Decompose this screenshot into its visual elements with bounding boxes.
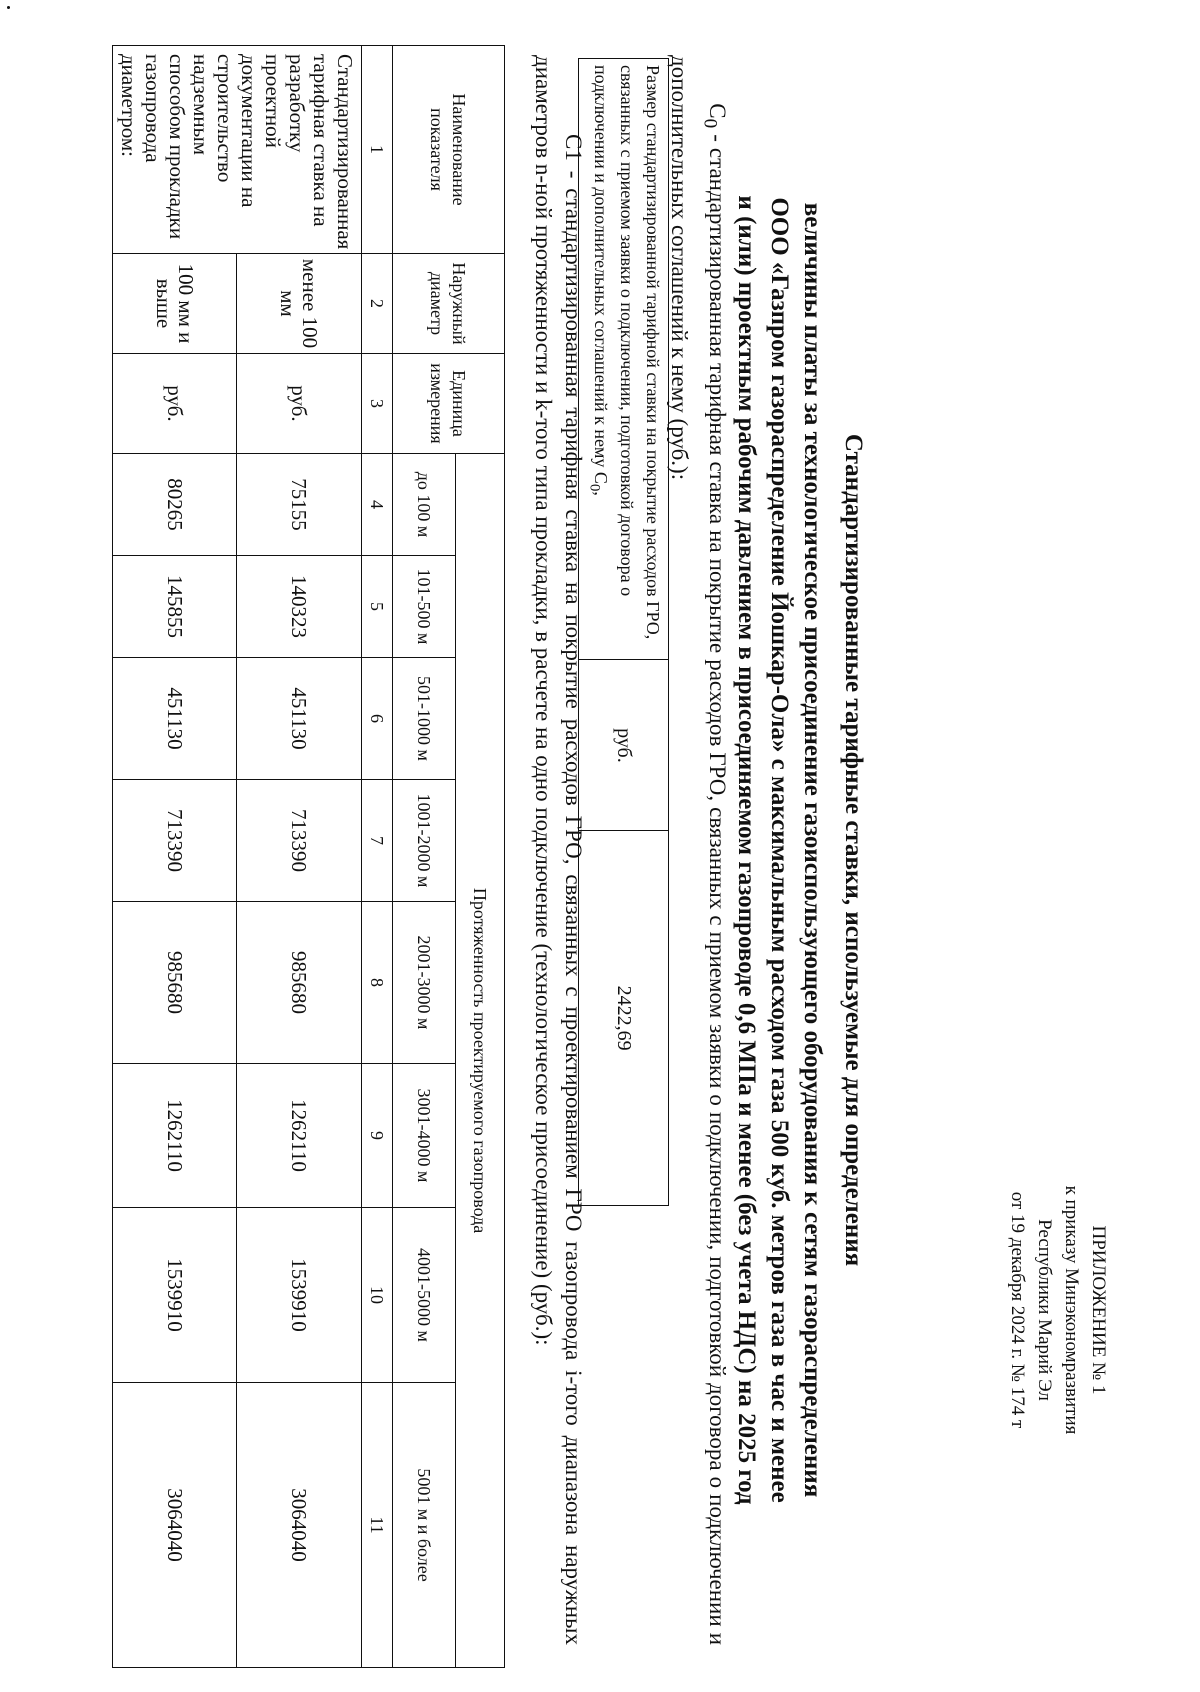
c0-table-row bbox=[579, 59, 669, 1206]
column-number: 3 bbox=[362, 354, 393, 454]
c0-symbol-sub: 0 bbox=[699, 118, 721, 129]
c1-definition bbox=[528, 55, 588, 1645]
table-cell: 80265 bbox=[113, 454, 238, 556]
column-number: 4 bbox=[362, 454, 393, 556]
c1-definition-text: C1 - стандартизированная тарифная ставка на покрытие расходов ГРО, связанных с проектированием ГРО газопровода i-того диапазона наружных диаметров n-ной протяженности и k-того типа прокладки, в расчете на одно подключение (технологическое присоединение) (руб.): bbox=[531, 55, 586, 1646]
c1-table bbox=[112, 45, 505, 1668]
header-length-group: Протяженность проектируемого газопровода bbox=[456, 454, 505, 1668]
column-number: 1 bbox=[362, 46, 393, 254]
c0-definition bbox=[664, 55, 732, 1645]
table-cell: 1262110 bbox=[237, 1064, 362, 1208]
table-cell: 3064040 bbox=[237, 1383, 362, 1668]
header-range: 4001-5000 м bbox=[393, 1208, 456, 1383]
table-cell: 713390 bbox=[237, 780, 362, 902]
table-cell: 145855 bbox=[113, 556, 238, 658]
appendix-stamp bbox=[1004, 1160, 1112, 1460]
table-cell: 985680 bbox=[237, 902, 362, 1064]
column-number: 10 bbox=[362, 1208, 393, 1383]
table-row bbox=[113, 46, 238, 1668]
c0-definition-text: - стандартизированная тарифная ставка на покрытие расходов ГРО, связанных с приемом заявки о подключении, подготовкой договора о подключении и дополнительных соглашений к нему (руб.): bbox=[667, 55, 730, 1645]
header-name: Наименование показателя bbox=[393, 46, 505, 254]
scan-speck bbox=[7, 6, 10, 9]
header-range: 1001-2000 м bbox=[393, 780, 456, 902]
header-range: до 100 м bbox=[393, 454, 456, 556]
row-diameter: менее 100 мм bbox=[237, 254, 362, 354]
header-range: 101-500 м bbox=[393, 556, 456, 658]
column-number-row bbox=[362, 46, 393, 1668]
title-line-4: и (или) проектным рабочим давлением в присоединяемом газопроводе 0,6 МПа и менее (без учета НДС) на 2025 год bbox=[733, 195, 760, 1505]
column-number: 6 bbox=[362, 658, 393, 780]
c0-value: 2422,69 bbox=[579, 831, 669, 1206]
column-number: 8 bbox=[362, 902, 393, 1064]
c0-row-label-sub: 0 bbox=[586, 483, 603, 492]
table-cell: 75155 bbox=[237, 454, 362, 556]
c0-table bbox=[578, 58, 669, 1206]
row-diameter: 100 мм и выше bbox=[113, 254, 238, 354]
c0-unit: руб. bbox=[579, 660, 669, 831]
appendix-line-1: ПРИЛОЖЕНИЕ № 1 bbox=[1088, 1225, 1109, 1395]
table-row bbox=[237, 46, 362, 1668]
table-cell: 451130 bbox=[113, 658, 238, 780]
table-cell: 985680 bbox=[113, 902, 238, 1064]
document-title bbox=[730, 70, 870, 1630]
table-cell: 1539910 bbox=[237, 1208, 362, 1383]
c0-row-label bbox=[579, 59, 669, 660]
header-unit: Единица измерения bbox=[393, 354, 505, 454]
header-range: 501-1000 м bbox=[393, 658, 456, 780]
header-range: 2001-3000 м bbox=[393, 902, 456, 1064]
column-number: 11 bbox=[362, 1383, 393, 1668]
column-number: 7 bbox=[362, 780, 393, 902]
indicator-name: Стандартизированная тарифная ставка на разработку проектной документации на строительство надземным способом прокладки газопровода диаметром: bbox=[113, 46, 362, 254]
table-cell: 140323 bbox=[237, 556, 362, 658]
appendix-line-3: Республики Марий Эл bbox=[1034, 1219, 1055, 1401]
table-cell: 451130 bbox=[237, 658, 362, 780]
row-unit: руб. bbox=[237, 354, 362, 454]
appendix-line-2: к приказу Минэкономразвития bbox=[1061, 1185, 1082, 1435]
header-range: 3001-4000 м bbox=[393, 1064, 456, 1208]
c0-row-label-end: , bbox=[591, 491, 611, 496]
title-line-2: величины платы за технологическое присоединение газоиспользующего оборудования к сетям газораспределения bbox=[799, 202, 826, 1498]
appendix-line-4: от 19 декабря 2024 г. № 174 т bbox=[1007, 1191, 1028, 1429]
header-diameter: Наружный диаметр bbox=[393, 254, 505, 354]
column-number: 5 bbox=[362, 556, 393, 658]
c0-symbol: C bbox=[705, 103, 730, 119]
row-unit: руб. bbox=[113, 354, 238, 454]
column-number: 2 bbox=[362, 254, 393, 354]
header-row-1 bbox=[456, 46, 505, 1668]
table-cell: 1539910 bbox=[113, 1208, 238, 1383]
table-cell: 1262110 bbox=[113, 1064, 238, 1208]
title-line-3: ООО «Газпром газораспределение Йошкар-Ола» с максимальным расходом газа 500 куб. метров газа в час и менее bbox=[766, 197, 793, 1503]
column-number: 9 bbox=[362, 1064, 393, 1208]
header-range: 5001 м и более bbox=[393, 1383, 456, 1668]
title-line-1: Стандартизированные тарифные ставки, используемые для определения bbox=[840, 433, 867, 1267]
c0-row-label-text: Размер стандартизированной тарифной ставки на покрытие расходов ГРО, связанных с приемом заявки о подключении, подготовкой договора о подключении и дополнительных соглашений к нему C bbox=[591, 65, 663, 640]
table-cell: 3064040 bbox=[113, 1383, 238, 1668]
table-cell: 713390 bbox=[113, 780, 238, 902]
